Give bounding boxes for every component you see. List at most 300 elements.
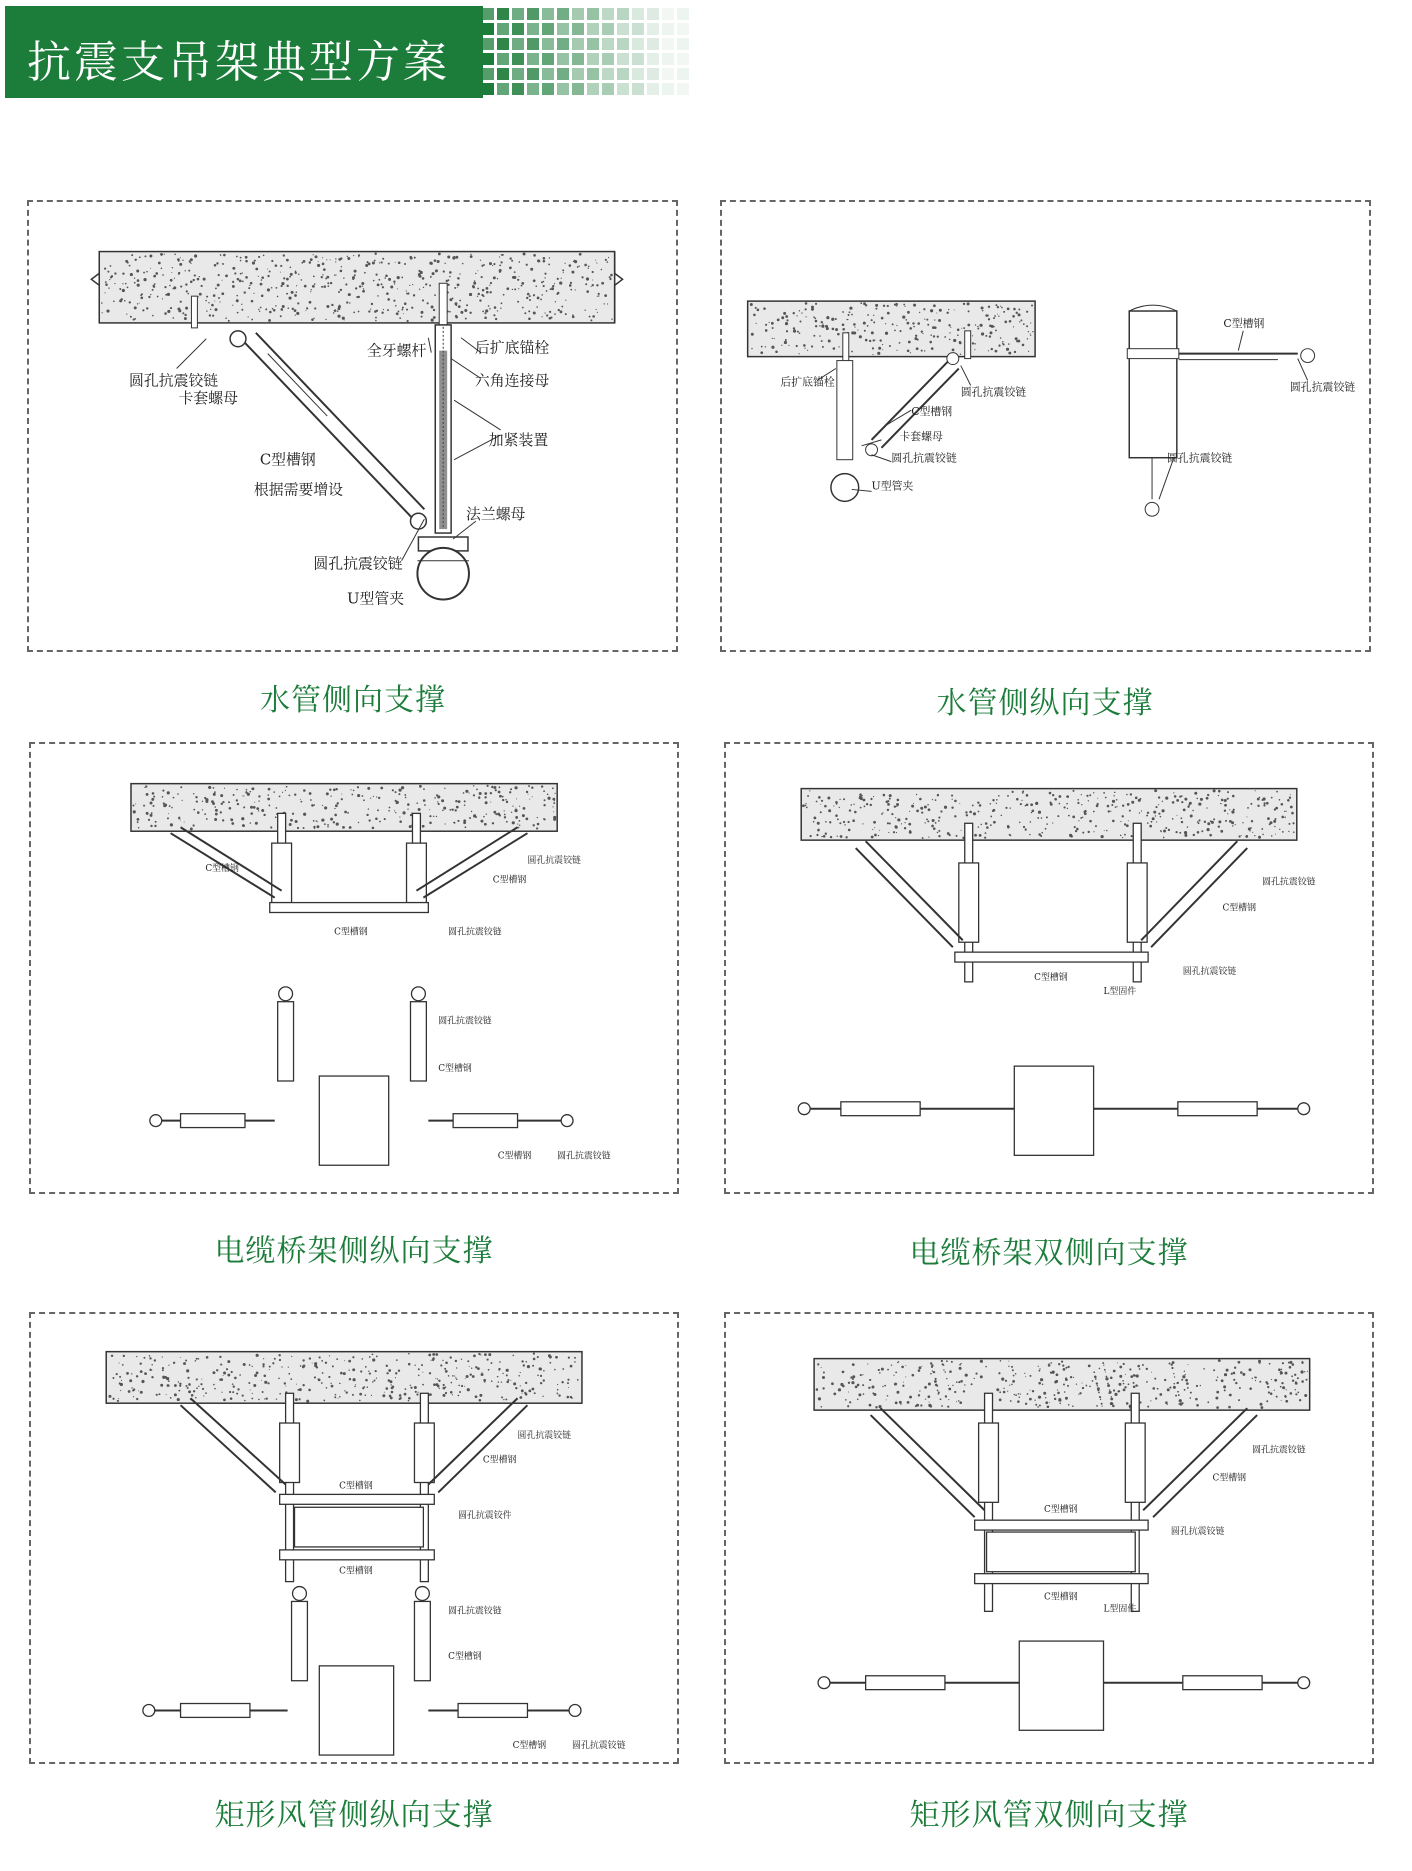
concrete-speckle — [932, 799, 933, 800]
concrete-speckle — [1092, 1380, 1094, 1382]
concrete-speckle — [171, 272, 172, 273]
concrete-speckle — [871, 319, 873, 321]
label-c-channel-lower: C型槽钢 — [339, 1566, 373, 1577]
concrete-speckle — [590, 319, 592, 321]
concrete-speckle — [229, 1391, 231, 1393]
concrete-speckle — [565, 263, 566, 264]
concrete-speckle — [143, 278, 146, 281]
concrete-speckle — [939, 309, 942, 312]
concrete-speckle — [1123, 1383, 1125, 1385]
concrete-speckle — [1085, 1385, 1087, 1387]
concrete-speckle — [1079, 1392, 1081, 1394]
concrete-speckle — [259, 311, 260, 312]
label-hinge-1: 圆孔抗震铰链 — [960, 385, 1027, 399]
concrete-speckle — [1274, 818, 1276, 820]
concrete-speckle — [490, 282, 492, 284]
concrete-speckle — [164, 254, 165, 255]
grid-square — [557, 68, 569, 80]
concrete-speckle — [1022, 344, 1025, 347]
concrete-speckle — [952, 348, 955, 351]
concrete-speckle — [378, 797, 380, 799]
concrete-speckle — [869, 1404, 872, 1407]
concrete-speckle — [922, 333, 923, 334]
concrete-speckle — [452, 1375, 454, 1377]
concrete-speckle — [282, 305, 285, 308]
concrete-speckle — [923, 308, 925, 310]
concrete-speckle — [799, 332, 801, 334]
concrete-speckle — [522, 1393, 523, 1394]
concrete-speckle — [548, 1354, 551, 1357]
concrete-speckle — [848, 314, 850, 316]
concrete-speckle — [499, 786, 501, 788]
concrete-speckle — [913, 326, 915, 328]
concrete-speckle — [232, 281, 234, 283]
concrete-speckle — [469, 1366, 470, 1367]
concrete-speckle — [457, 277, 459, 279]
concrete-speckle — [1269, 1363, 1271, 1365]
concrete-speckle — [989, 325, 992, 328]
concrete-speckle — [170, 1397, 172, 1399]
concrete-speckle — [144, 1372, 147, 1375]
concrete-speckle — [948, 1388, 951, 1391]
concrete-speckle — [863, 799, 866, 802]
concrete-speckle — [455, 800, 457, 802]
concrete-speckle — [793, 312, 795, 314]
concrete-speckle — [951, 1361, 953, 1363]
concrete-speckle — [360, 1370, 362, 1372]
concrete-speckle — [298, 1398, 300, 1400]
concrete-speckle — [244, 1400, 246, 1402]
concrete-speckle — [1281, 816, 1284, 819]
concrete-speckle — [1020, 1393, 1021, 1394]
concrete-speckle — [276, 1398, 277, 1399]
label-ferrule-nut: 卡套螺母 — [899, 429, 943, 443]
concrete-speckle — [1258, 1360, 1261, 1363]
concrete-speckle — [463, 792, 465, 794]
concrete-speckle — [581, 276, 583, 278]
concrete-speckle — [396, 312, 399, 315]
concrete-speckle — [178, 1381, 179, 1382]
concrete-speckle — [455, 256, 458, 259]
concrete-speckle — [265, 308, 267, 310]
concrete-speckle — [1181, 821, 1183, 823]
concrete-speckle — [853, 323, 856, 326]
concrete-speckle — [596, 262, 597, 263]
concrete-speckle — [1231, 1373, 1233, 1375]
concrete-speckle — [404, 1393, 407, 1396]
concrete-speckle — [1056, 1373, 1059, 1376]
grid-square — [542, 8, 554, 20]
concrete-speckle — [523, 807, 526, 810]
concrete-speckle — [1252, 1378, 1253, 1379]
concrete-speckle — [1248, 828, 1251, 831]
concrete-speckle — [839, 822, 841, 824]
concrete-speckle — [806, 316, 807, 317]
concrete-speckle — [878, 1369, 880, 1371]
concrete-speckle — [503, 1399, 504, 1400]
concrete-speckle — [362, 290, 365, 293]
concrete-speckle — [1155, 806, 1157, 808]
concrete-speckle — [177, 307, 180, 310]
concrete-speckle — [198, 1358, 200, 1360]
concrete-speckle — [232, 305, 233, 306]
concrete-speckle — [496, 1385, 498, 1387]
concrete-speckle — [1067, 1366, 1069, 1368]
concrete-speckle — [527, 1365, 530, 1368]
concrete-speckle — [951, 794, 953, 796]
concrete-speckle — [353, 1378, 356, 1381]
concrete-speckle — [278, 1378, 280, 1380]
concrete-speckle — [373, 280, 375, 282]
concrete-speckle — [1118, 1390, 1120, 1392]
concrete-speckle — [1028, 351, 1029, 352]
concrete-speckle — [1096, 1382, 1098, 1384]
concrete-speckle — [174, 254, 176, 256]
concrete-speckle — [1267, 1386, 1269, 1388]
concrete-speckle — [1057, 1392, 1060, 1395]
grid-square — [587, 53, 599, 65]
concrete-speckle — [960, 354, 961, 355]
concrete-speckle — [397, 276, 400, 279]
concrete-speckle — [862, 1384, 864, 1386]
concrete-speckle — [951, 806, 953, 808]
concrete-speckle — [592, 284, 594, 286]
concrete-speckle — [918, 1369, 921, 1372]
concrete-speckle — [1155, 1397, 1157, 1399]
concrete-speckle — [533, 824, 535, 826]
concrete-speckle — [422, 825, 425, 828]
concrete-speckle — [1242, 822, 1243, 823]
concrete-speckle — [441, 799, 444, 802]
concrete-speckle — [858, 1393, 861, 1396]
concrete-speckle — [889, 798, 891, 800]
concrete-speckle — [1140, 798, 1142, 800]
concrete-speckle — [101, 302, 103, 304]
concrete-speckle — [1221, 799, 1224, 802]
concrete-speckle — [339, 1396, 341, 1398]
concrete-speckle — [1147, 822, 1149, 824]
concrete-speckle — [799, 353, 800, 354]
concrete-speckle — [355, 287, 357, 289]
concrete-speckle — [604, 294, 607, 297]
concrete-speckle — [1122, 1380, 1124, 1382]
concrete-speckle — [1306, 1379, 1308, 1381]
concrete-speckle — [915, 335, 917, 337]
concrete-speckle — [218, 274, 220, 276]
concrete-speckle — [813, 821, 815, 823]
concrete-speckle — [194, 274, 196, 276]
concrete-speckle — [288, 1367, 289, 1368]
concrete-speckle — [894, 303, 896, 305]
concrete-speckle — [473, 282, 476, 285]
concrete-speckle — [1238, 1361, 1241, 1364]
concrete-speckle — [330, 795, 331, 796]
concrete-speckle — [119, 1376, 121, 1378]
concrete-speckle — [563, 272, 564, 273]
grid-square — [677, 38, 689, 50]
concrete-speckle — [172, 267, 173, 268]
grid-square — [572, 83, 584, 95]
concrete-speckle — [819, 335, 821, 337]
concrete-speckle — [1276, 791, 1278, 793]
concrete-speckle — [385, 274, 388, 277]
concrete-speckle — [879, 1372, 881, 1374]
concrete-speckle — [1074, 826, 1076, 828]
concrete-speckle — [144, 787, 145, 788]
concrete-speckle — [245, 791, 247, 793]
concrete-speckle — [301, 279, 303, 281]
concrete-speckle — [384, 818, 386, 820]
concrete-speckle — [935, 1378, 937, 1380]
concrete-speckle — [375, 253, 377, 255]
concrete-speckle — [374, 260, 376, 262]
concrete-speckle — [463, 819, 466, 822]
concrete-speckle — [557, 1384, 558, 1385]
concrete-speckle — [524, 312, 526, 314]
concrete-speckle — [114, 272, 116, 274]
concrete-speckle — [112, 1398, 114, 1400]
concrete-speckle — [465, 826, 467, 828]
concrete-speckle — [863, 322, 866, 325]
concrete-speckle — [355, 1384, 356, 1385]
concrete-speckle — [1067, 808, 1068, 809]
concrete-speckle — [154, 1359, 156, 1361]
concrete-speckle — [561, 306, 563, 308]
concrete-speckle — [499, 264, 501, 266]
concrete-speckle — [958, 1381, 960, 1383]
concrete-speckle — [891, 813, 893, 815]
concrete-speckle — [479, 1394, 482, 1397]
grid-square — [662, 38, 674, 50]
concrete-speckle — [429, 284, 431, 286]
concrete-speckle — [224, 788, 225, 789]
concrete-speckle — [443, 1394, 446, 1397]
concrete-speckle — [1173, 1383, 1175, 1385]
concrete-speckle — [849, 311, 851, 313]
concrete-speckle — [452, 1394, 453, 1395]
concrete-speckle — [537, 817, 538, 818]
concrete-speckle — [570, 282, 572, 284]
concrete-speckle — [339, 1383, 341, 1385]
concrete-speckle — [183, 1362, 186, 1365]
concrete-speckle — [234, 1377, 237, 1380]
concrete-speckle — [1018, 308, 1020, 310]
concrete-speckle — [953, 339, 956, 342]
concrete-speckle — [540, 299, 542, 301]
concrete-speckle — [258, 810, 259, 811]
concrete-speckle — [924, 350, 925, 351]
concrete-speckle — [523, 1364, 525, 1366]
concrete-speckle — [251, 1398, 253, 1400]
concrete-speckle — [1089, 794, 1091, 796]
concrete-speckle — [507, 1379, 509, 1381]
concrete-speckle — [122, 289, 125, 292]
concrete-speckle — [326, 1387, 328, 1389]
concrete-speckle — [479, 796, 480, 797]
grid-square — [542, 53, 554, 65]
concrete-speckle — [872, 1392, 874, 1394]
concrete-speckle — [321, 1382, 323, 1384]
concrete-speckle — [220, 811, 222, 813]
concrete-speckle — [164, 1376, 167, 1379]
concrete-speckle — [352, 1356, 354, 1358]
grid-square — [602, 68, 614, 80]
concrete-speckle — [477, 1367, 480, 1370]
concrete-speckle — [381, 312, 383, 314]
concrete-speckle — [956, 1381, 958, 1383]
concrete-speckle — [899, 342, 901, 344]
concrete-speckle — [842, 328, 845, 331]
concrete-speckle — [354, 270, 357, 273]
concrete-speckle — [1113, 795, 1114, 796]
concrete-speckle — [1026, 794, 1029, 797]
concrete-speckle — [548, 264, 550, 266]
concrete-speckle — [948, 309, 949, 310]
concrete-speckle — [1089, 820, 1092, 823]
concrete-speckle — [957, 334, 959, 336]
concrete-speckle — [991, 348, 993, 350]
concrete-speckle — [153, 275, 156, 278]
concrete-speckle — [444, 1368, 446, 1370]
concrete-speckle — [121, 1380, 122, 1381]
concrete-speckle — [122, 1364, 124, 1366]
grid-square — [587, 68, 599, 80]
concrete-speckle — [861, 795, 862, 796]
concrete-speckle — [345, 283, 347, 285]
concrete-speckle — [1126, 824, 1129, 827]
concrete-speckle — [1008, 352, 1011, 355]
concrete-speckle — [822, 1376, 825, 1379]
concrete-speckle — [1063, 806, 1065, 808]
concrete-speckle — [108, 287, 109, 288]
concrete-speckle — [558, 1394, 560, 1396]
concrete-speckle — [549, 257, 550, 258]
concrete-speckle — [1223, 1385, 1226, 1388]
concrete-speckle — [887, 803, 890, 806]
concrete-speckle — [807, 350, 808, 351]
concrete-speckle — [980, 1360, 983, 1363]
concrete-speckle — [236, 299, 239, 302]
concrete-speckle — [842, 1385, 845, 1388]
concrete-speckle — [753, 314, 756, 317]
concrete-speckle — [187, 1387, 189, 1389]
concrete-speckle — [483, 816, 485, 818]
concrete-speckle — [357, 786, 359, 788]
concrete-speckle — [126, 314, 127, 315]
concrete-speckle — [214, 791, 216, 793]
concrete-speckle — [1116, 806, 1117, 807]
concrete-speckle — [403, 313, 404, 314]
concrete-speckle — [513, 276, 516, 279]
concrete-speckle — [1100, 1399, 1101, 1400]
concrete-speckle — [140, 1370, 143, 1373]
concrete-speckle — [956, 835, 958, 837]
concrete-speckle — [451, 1382, 453, 1384]
concrete-speckle — [886, 800, 889, 803]
concrete-speckle — [281, 308, 284, 311]
concrete-speckle — [314, 283, 316, 285]
concrete-speckle — [547, 797, 550, 800]
concrete-speckle — [502, 799, 504, 801]
concrete-speckle — [864, 330, 866, 332]
concrete-speckle — [292, 308, 294, 310]
concrete-speckle — [352, 1394, 354, 1396]
concrete-speckle — [961, 830, 962, 831]
concrete-speckle — [954, 309, 955, 310]
concrete-speckle — [263, 814, 265, 816]
concrete-speckle — [542, 1396, 543, 1397]
concrete-speckle — [297, 302, 299, 304]
concrete-speckle — [240, 260, 242, 262]
concrete-speckle — [480, 1354, 481, 1355]
grid-square — [557, 38, 569, 50]
concrete-speckle — [839, 807, 840, 808]
concrete-speckle — [180, 1357, 181, 1358]
concrete-speckle — [821, 321, 823, 323]
concrete-speckle — [1047, 1405, 1050, 1408]
concrete-speckle — [338, 1398, 339, 1399]
label-rear-anchor: 后扩底锚栓 — [474, 338, 550, 357]
concrete-speckle — [478, 293, 480, 295]
panel-water-pipe-lateral — [27, 200, 678, 652]
concrete-speckle — [232, 285, 235, 288]
concrete-speckle — [215, 809, 218, 812]
concrete-speckle — [137, 821, 139, 823]
concrete-speckle — [512, 1355, 514, 1357]
concrete-speckle — [196, 1387, 198, 1389]
concrete-speckle — [1094, 1375, 1097, 1378]
concrete-speckle — [537, 1356, 539, 1358]
concrete-speckle — [338, 258, 341, 261]
label-hinge-mid: 圆孔抗震铰链 — [1170, 1527, 1225, 1538]
concrete-speckle — [1290, 1392, 1293, 1395]
concrete-speckle — [575, 289, 576, 290]
concrete-speckle — [483, 1379, 486, 1382]
concrete-speckle — [1120, 821, 1121, 822]
concrete-speckle — [245, 260, 248, 263]
concrete-speckle — [422, 277, 425, 280]
concrete-speckle — [1245, 835, 1248, 838]
cable-tray-beam — [270, 903, 429, 913]
concrete-speckle — [1150, 1400, 1151, 1401]
concrete-speckle — [1184, 1370, 1185, 1371]
concrete-speckle — [445, 1370, 448, 1373]
concrete-speckle — [429, 809, 430, 810]
concrete-speckle — [1110, 1398, 1113, 1401]
concrete-speckle — [1103, 792, 1105, 794]
concrete-speckle — [554, 313, 556, 315]
concrete-slab — [814, 1359, 1310, 1411]
concrete-speckle — [532, 796, 533, 797]
concrete-speckle — [535, 285, 537, 287]
concrete-speckle — [845, 1399, 847, 1401]
concrete-speckle — [584, 309, 585, 310]
concrete-speckle — [1216, 1379, 1218, 1381]
concrete-speckle — [170, 279, 173, 282]
concrete-speckle — [1251, 820, 1253, 822]
duct-body — [295, 1507, 424, 1547]
concrete-speckle — [1165, 827, 1167, 829]
concrete-speckle — [1105, 1376, 1107, 1378]
concrete-speckle — [570, 1396, 572, 1398]
concrete-speckle — [503, 294, 505, 296]
concrete-speckle — [1012, 1369, 1014, 1371]
grid-square — [632, 53, 644, 65]
concrete-speckle — [1077, 802, 1079, 804]
concrete-speckle — [1204, 821, 1206, 823]
concrete-speckle — [352, 278, 354, 280]
concrete-speckle — [504, 816, 506, 818]
